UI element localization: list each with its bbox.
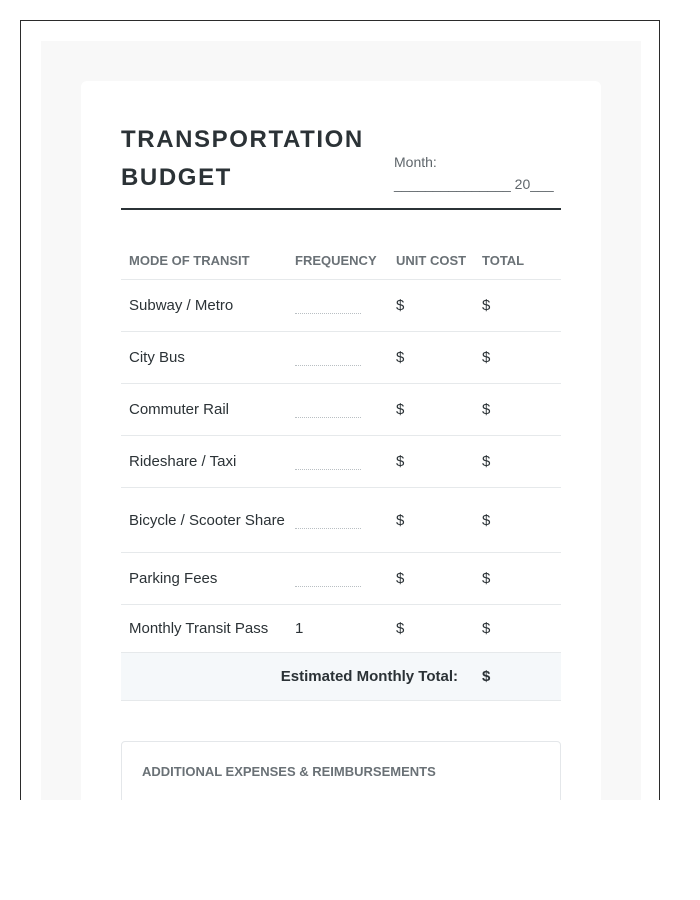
mode-cell: Parking Fees [121, 553, 292, 605]
frequency-cell[interactable] [292, 553, 388, 605]
frequency-cell[interactable] [292, 280, 388, 332]
frequency-blank[interactable] [295, 407, 361, 418]
total-label: Estimated Monthly Total: [121, 653, 474, 701]
total-value[interactable]: $ [474, 653, 561, 701]
total-cell[interactable]: $ [474, 488, 561, 553]
transit-budget-table [121, 241, 561, 701]
total-cell[interactable]: $ [474, 605, 561, 653]
frequency-blank[interactable] [295, 303, 361, 314]
mode-cell: Commuter Rail [121, 384, 292, 436]
frequency-cell[interactable] [292, 436, 388, 488]
table-row [121, 488, 561, 553]
total-cell[interactable]: $ [474, 553, 561, 605]
frequency-cell[interactable]: 1 [292, 605, 388, 653]
frequency-cell[interactable] [292, 488, 388, 553]
frequency-cell[interactable] [292, 332, 388, 384]
table-row [121, 553, 561, 605]
table-row [121, 436, 561, 488]
table-row [121, 605, 561, 653]
page-frame [20, 20, 660, 800]
unit-cost-cell[interactable]: $ [388, 605, 474, 653]
unit-cost-cell[interactable]: $ [388, 436, 474, 488]
frequency-blank[interactable] [295, 518, 361, 529]
title-divider [121, 208, 561, 210]
table-header-row [121, 241, 561, 280]
total-cell[interactable]: $ [474, 384, 561, 436]
month-field[interactable]: _______________ 20___ [394, 176, 554, 192]
mode-cell: Monthly Transit Pass [121, 605, 292, 653]
column-header-frequency: FREQUENCY [292, 241, 388, 280]
frequency-blank[interactable] [295, 355, 361, 366]
mode-cell: City Bus [121, 332, 292, 384]
table-row [121, 384, 561, 436]
frequency-cell[interactable] [292, 384, 388, 436]
frequency-blank[interactable] [295, 576, 361, 587]
unit-cost-cell[interactable]: $ [388, 280, 474, 332]
budget-sheet [81, 81, 601, 800]
additional-expenses-section [121, 741, 561, 800]
month-label: Month: [394, 154, 437, 170]
page-backdrop [41, 41, 641, 800]
mode-cell: Bicycle / Scooter Share [121, 488, 292, 553]
unit-cost-cell[interactable]: $ [388, 384, 474, 436]
document-title: TRANSPORTATION BUDGET [121, 126, 364, 191]
table-row [121, 280, 561, 332]
table-row [121, 332, 561, 384]
column-header-mode: MODE OF TRANSIT [121, 241, 292, 280]
column-header-total: TOTAL [474, 241, 561, 280]
frequency-blank[interactable] [295, 459, 361, 470]
column-header-unit-cost: UNIT COST [388, 241, 474, 280]
unit-cost-cell[interactable]: $ [388, 553, 474, 605]
unit-cost-cell[interactable]: $ [388, 332, 474, 384]
mode-cell: Subway / Metro [121, 280, 292, 332]
total-cell[interactable]: $ [474, 332, 561, 384]
total-cell[interactable]: $ [474, 280, 561, 332]
total-row [121, 653, 561, 701]
additional-expenses-title: ADDITIONAL EXPENSES & REIMBURSEMENTS [142, 764, 436, 779]
unit-cost-cell[interactable]: $ [388, 488, 474, 553]
total-cell[interactable]: $ [474, 436, 561, 488]
mode-cell: Rideshare / Taxi [121, 436, 292, 488]
